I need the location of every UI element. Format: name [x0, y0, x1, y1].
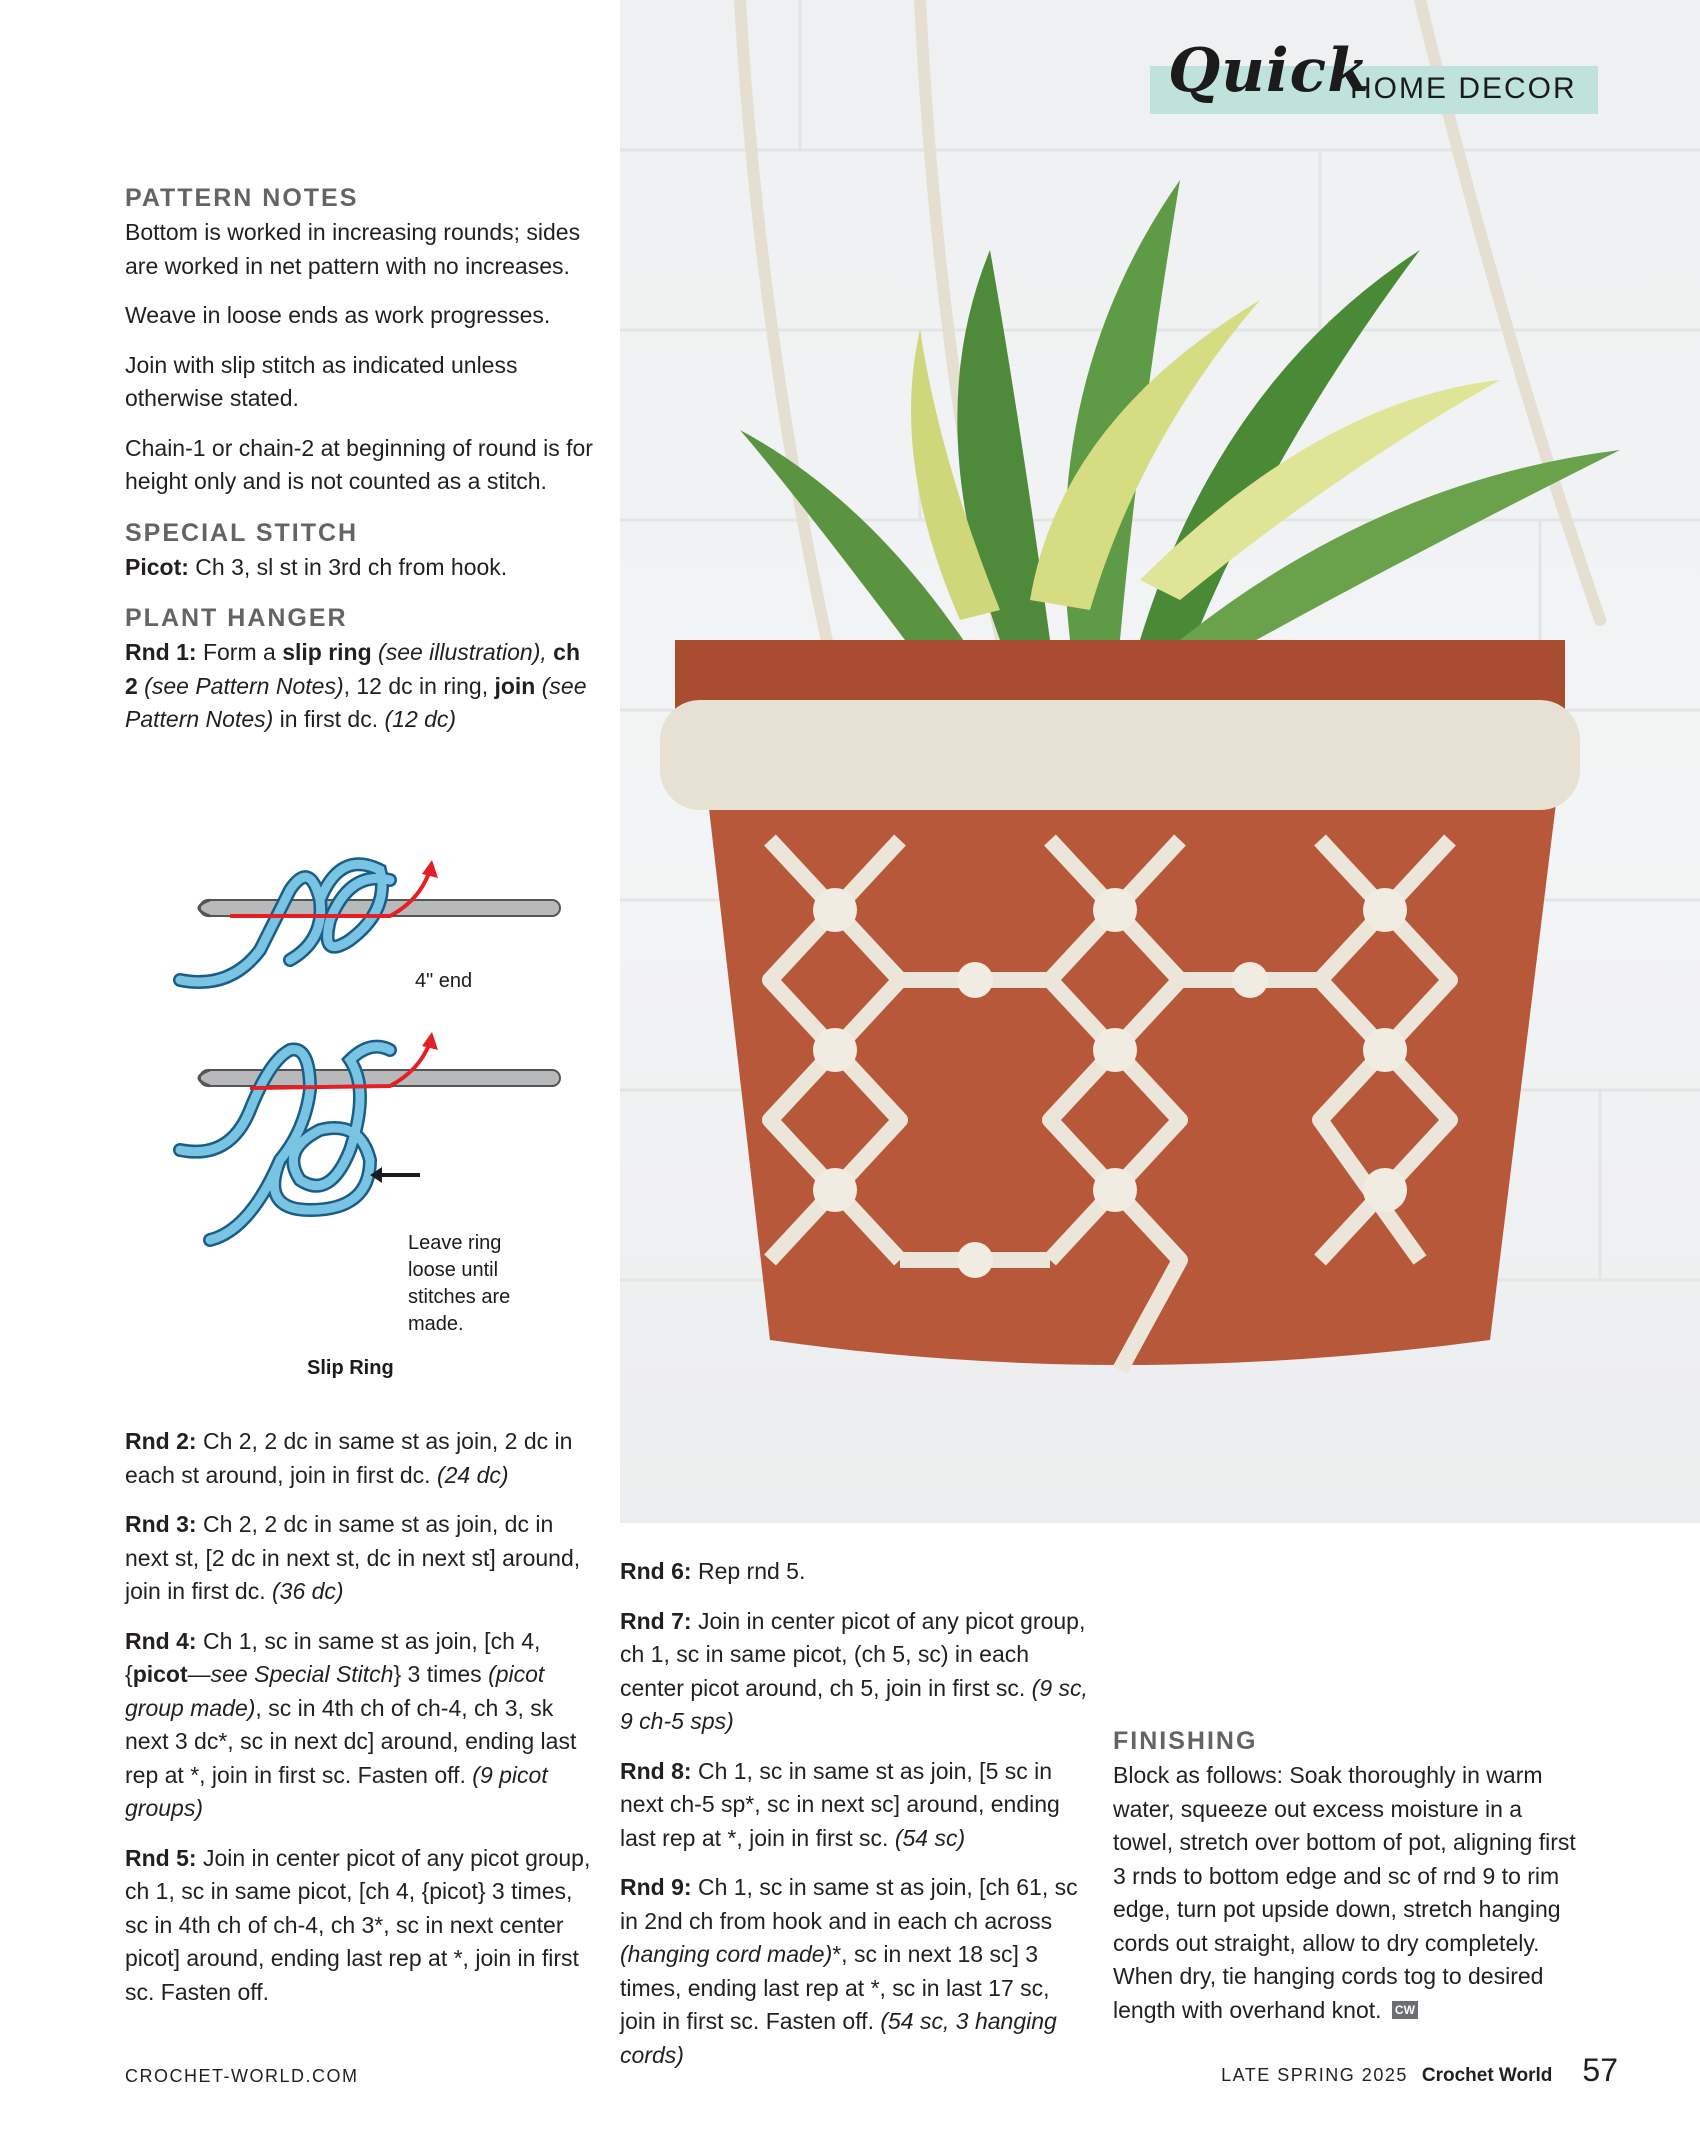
right-column	[1113, 1715, 1583, 2043]
rnd-1-join: join	[494, 672, 536, 699]
pattern-note-4: Chain-1 or chain-2 at beginning of round is for height only and is not counted as a stitch.	[125, 434, 593, 494]
special-stitch-heading: SPECIAL STITCH	[125, 518, 359, 547]
rnd-3-label: Rnd 3:	[125, 1511, 197, 1537]
crochet-hook-icon	[200, 1070, 560, 1086]
rnd-6	[620, 1555, 1090, 1589]
leave-ring-label-4: made.	[408, 1313, 464, 1335]
rnd-1-note: (see Pattern Notes)	[125, 672, 587, 732]
rnd-2-text: Ch 2, 2 dc in same st as join, 2 dc in each st around, join in first dc.	[125, 1428, 573, 1488]
rnd-6-label: Rnd 6:	[620, 1558, 692, 1584]
end-mark-icon: CW	[1392, 2001, 1418, 2019]
finishing-text	[1113, 1759, 1583, 2027]
rnd-7	[620, 1605, 1090, 1739]
finishing-body: Block as follows: Soak thoroughly in warm water, squeeze out excess moisture in a towel, stretch over bottom of pot, aligning first 3 rnds to bottom edge and sc of rnd 9 to rim edge, turn pot upside down, stretch hanging cords out straight, allow to dry completely. When dry, tie hanging cords tog to desired length with overhand knot.	[1113, 1762, 1576, 2023]
pattern-note-1: Bottom is worked in increasing rounds; sides are worked in net pattern with no increases.	[125, 219, 581, 279]
rnd-4-picot: picot	[132, 1661, 188, 1687]
rnd-8-count: (54 sc)	[894, 1824, 966, 1851]
diagram-caption: Slip Ring	[307, 1357, 394, 1379]
special-stitch-text	[125, 551, 595, 585]
rnd-4-note: —see Special Stitch	[187, 1661, 394, 1687]
picot-label: Picot:	[125, 553, 189, 580]
rnd-4-count: (9 picot groups)	[125, 1761, 548, 1821]
pattern-note-2: Weave in loose ends as work progresses.	[125, 302, 551, 328]
finishing-heading: FINISHING	[1113, 1727, 1258, 1755]
badge-label: HOME DECOR	[1350, 72, 1577, 105]
rnd-8-text: Ch 1, sc in same st as join, [5 sc in next ch-5 sp*, sc in next sc] around, ending last rep at *, join in first sc.	[620, 1757, 1060, 1851]
footer-issue: LATE SPRING 2025	[1221, 2065, 1408, 2085]
rnd-2-label: Rnd 2:	[125, 1428, 197, 1454]
rnd-3	[125, 1508, 595, 1609]
rnd-1-note: (see Pattern Notes)	[137, 672, 344, 699]
rnd-1	[125, 636, 595, 737]
rnd-3-text: Ch 2, 2 dc in same st as join, dc in next st, [2 dc in next st, dc in next st] around, join in first dc.	[125, 1511, 581, 1604]
left-column-top	[125, 172, 595, 753]
left-column-bottom	[125, 1425, 595, 2025]
pattern-notes-heading: PATTERN NOTES	[125, 184, 359, 212]
rnd-8	[620, 1755, 1090, 1856]
rnd-3-count: (36 dc)	[272, 1578, 344, 1604]
rnd-5	[125, 1842, 595, 2010]
leave-ring-label-1: Leave ring	[408, 1232, 502, 1254]
rnd-1-count: (12 dc)	[384, 706, 457, 732]
rnd-4-note: (picot group made)	[125, 1661, 545, 1721]
rnd-1-text: in first dc.	[273, 706, 385, 732]
rnd-9-count: (54 sc, 3 hanging cords)	[620, 2008, 1057, 2068]
leave-ring-label-2: loose until	[408, 1259, 499, 1281]
rnd-1-text: Form a	[196, 639, 283, 665]
rnd-9-text: *, sc in next 18 sc] 3 times, ending last rep at *, sc in last 17 sc, join in first sc. Fasten off.	[620, 1941, 1050, 2034]
rnd-9-note: (hanging cord made)	[620, 1941, 833, 1967]
rnd-1-ch2: ch 2	[125, 639, 580, 699]
rnd-1-text: , 12 dc in ring,	[343, 672, 495, 699]
rnd-7-text: Join in center picot of any picot group, ch 1, sc in same picot, (ch 5, sc) in each center picot around, ch 5, join in first sc.	[620, 1607, 1086, 1701]
rnd-5-text: Join in center picot of any picot group, ch 1, sc in same picot, [ch 4, {picot} 3 times, sc in 4th ch of ch-4, ch 3*, sc in next center picot] around, ending last rep at *, join in first sc. Fasten off.	[125, 1844, 591, 2005]
rnd-4	[125, 1625, 595, 1826]
section-badge	[1150, 36, 1598, 114]
rnd-7-count: (9 sc, 9 ch-5 sps)	[620, 1674, 1088, 1734]
badge-script-text: Quick	[1168, 36, 1370, 106]
slip-ring-diagram	[170, 830, 590, 1390]
footer-folio	[1221, 2052, 1618, 2089]
rnd-4-label: Rnd 4:	[125, 1627, 197, 1654]
rnd-9-label: Rnd 9:	[620, 1874, 692, 1900]
rnd-1-label: Rnd 1:	[125, 639, 197, 665]
footer-site: CROCHET-WORLD.COM	[125, 2066, 359, 2086]
rnd-1-note: (see illustration),	[371, 639, 554, 665]
rnd-4-text: } 3 times	[393, 1661, 489, 1687]
picot-definition: Ch 3, sl st in 3rd ch from hook.	[188, 553, 508, 580]
rnd-2	[125, 1425, 595, 1492]
rnd-4-text: Ch 1, sc in same st as join, [ch 4, {	[125, 1627, 541, 1687]
plant-hanger-heading: PLANT HANGER	[125, 604, 348, 632]
rnd-9-text: Ch 1, sc in same st as join, [ch 61, sc in 2nd ch from hook and in each ch across	[620, 1874, 1078, 1934]
footer-brand: Crochet World	[1421, 2065, 1553, 2086]
leave-ring-label-3: stitches are	[408, 1286, 511, 1308]
rnd-4-text: , sc in 4th ch of ch-4, ch 3, sk next 3 dc*, sc in next dc] around, ending last rep at *, join in first sc. Fasten off.	[125, 1694, 577, 1788]
page-number: 57	[1582, 2052, 1618, 2088]
rnd-6-text: Rep rnd 5.	[691, 1558, 806, 1584]
rnd-9	[620, 1871, 1090, 2072]
rnd-8-label: Rnd 8:	[620, 1757, 692, 1784]
slip-ring-illustration	[170, 830, 590, 1250]
rnd-7-label: Rnd 7:	[620, 1607, 692, 1634]
rnd-2-count: (24 dc)	[436, 1461, 509, 1488]
pattern-note-3: Join with slip stitch as indicated unless otherwise stated.	[125, 351, 518, 411]
rnd-5-label: Rnd 5:	[125, 1844, 197, 1871]
end-label: 4" end	[415, 970, 473, 992]
middle-column	[620, 1555, 1090, 2088]
plant-hanger-illustration	[620, 0, 1700, 1523]
plant-hanger-photo	[620, 0, 1700, 1523]
rnd-1-slip-ring: slip ring	[282, 639, 372, 665]
